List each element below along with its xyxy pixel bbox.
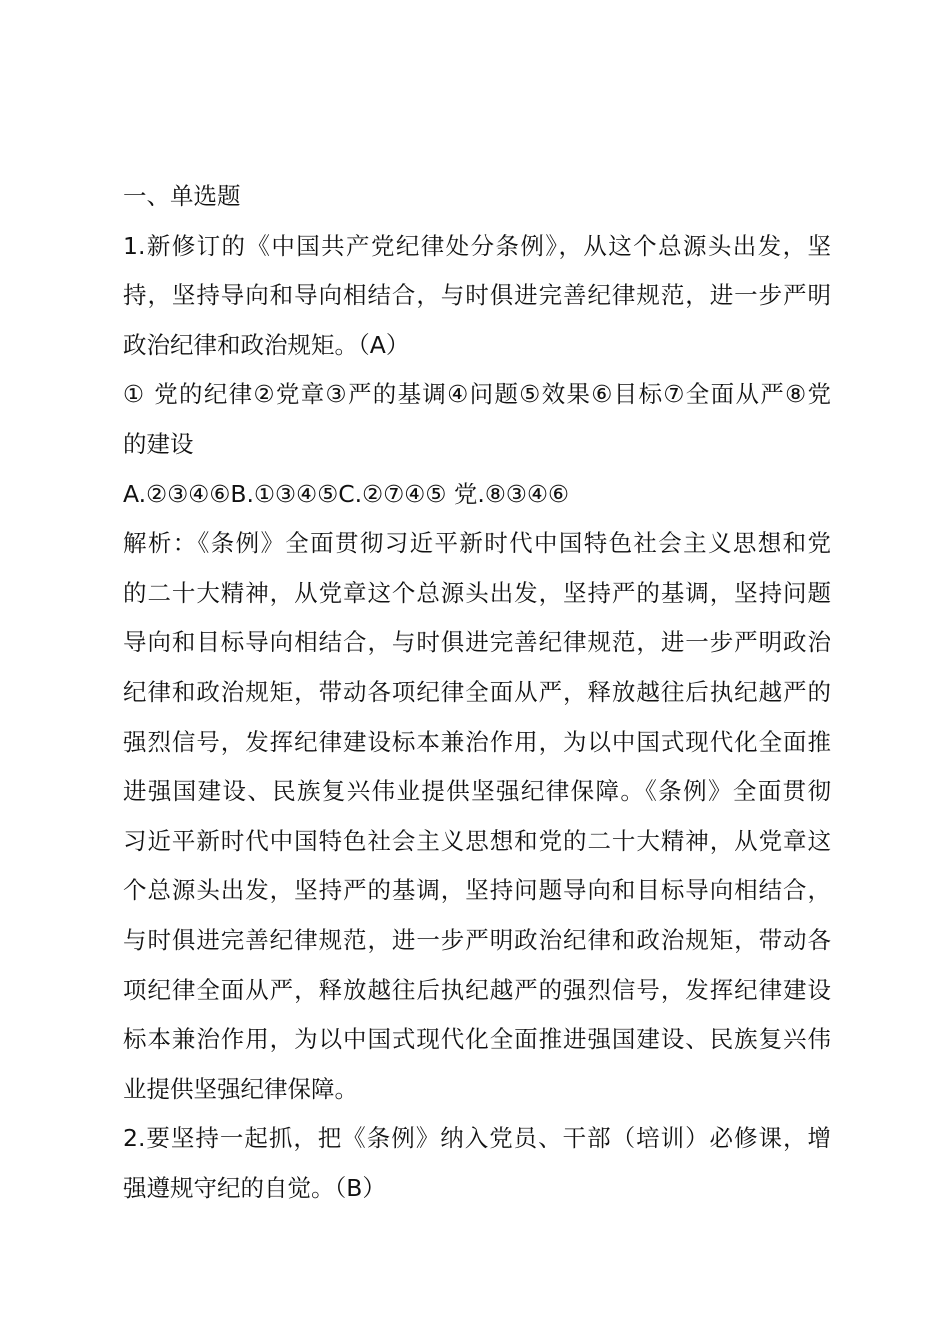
analysis-line-8: 个总源头出发，坚持严的基调，坚持问题导向和目标导向相结合， <box>123 876 831 905</box>
section-title: 一、单选题 <box>123 182 241 210</box>
analysis-line-10: 项纪律全面从严，释放越往后执纪越严的强烈信号，发挥纪律建设 <box>123 975 831 1004</box>
analysis-line-4: 纪律和政治规矩，带动各项纪律全面从严，释放越往后执纪越严的 <box>123 677 831 706</box>
analysis-line-5: 强烈信号，发挥纪律建设标本兼治作用，为以中国式现代化全面推 <box>123 727 831 756</box>
analysis-line-12: 业提供坚强纪律保障。 <box>123 1074 358 1103</box>
question-1-line-1: 1.新修订的《中国共产党纪律处分条例》，从这个总源头出发，坚 <box>123 231 831 260</box>
question-2-line-2: 强遵规守纪的自觉。（B） <box>123 1173 386 1202</box>
analysis-line-11: 标本兼治作用，为以中国式现代化全面推进强国建设、民族复兴伟 <box>123 1025 831 1054</box>
question-1-line-2: 持，坚持导向和导向相结合，与时俱进完善纪律规范，进一步严明 <box>123 281 831 310</box>
document-page <box>123 172 831 1213</box>
question-1-choices: A.②③④⑥B.①③④⑤C.②⑦④⑤ 党.⑧③④⑥ <box>123 479 570 508</box>
question-1-line-3: 政治纪律和政治规矩。（A） <box>123 330 410 359</box>
question-2-line-1: 2.要坚持一起抓，把《条例》纳入党员、干部（培训）必修课，增 <box>123 1124 831 1153</box>
question-1-options-line-2: 的建设 <box>123 429 194 458</box>
analysis-line-6: 进强国建设、民族复兴伟业提供坚强纪律保障。《条例》全面贯彻 <box>123 777 831 806</box>
analysis-line-1: 解析：《条例》全面贯彻习近平新时代中国特色社会主义思想和党 <box>123 529 831 558</box>
analysis-line-2: 的二十大精神，从党章这个总源头出发，坚持严的基调，坚持问题 <box>123 578 831 607</box>
analysis-line-9: 与时俱进完善纪律规范，进一步严明政治纪律和政治规矩，带动各 <box>123 925 831 954</box>
analysis-line-7: 习近平新时代中国特色社会主义思想和党的二十大精神，从党章这 <box>123 826 831 855</box>
question-1-options-line-1: ① 党的纪律②党章③严的基调④问题⑤效果⑥目标⑦全面从严⑧党 <box>123 380 831 409</box>
analysis-line-3: 导向和目标导向相结合，与时俱进完善纪律规范，进一步严明政治 <box>123 628 831 657</box>
